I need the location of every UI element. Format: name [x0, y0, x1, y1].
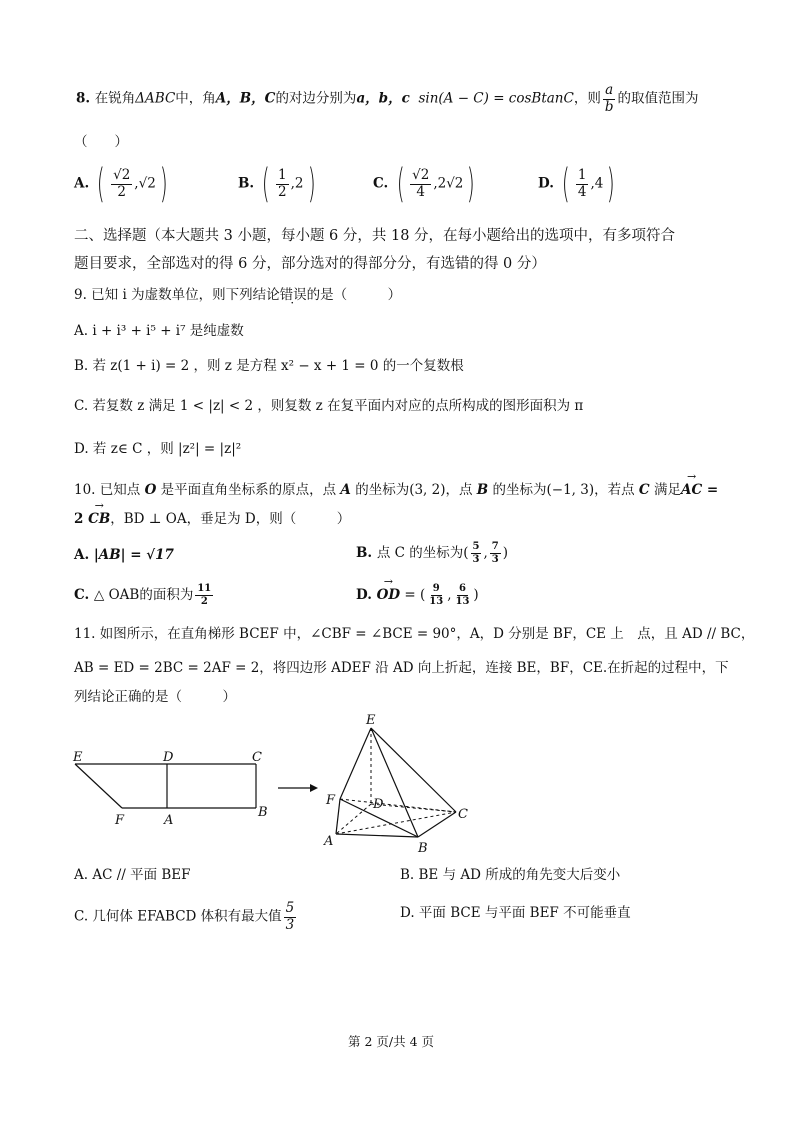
q8-ratio-num: a — [605, 82, 614, 98]
q8-option-c-label: C. — [373, 175, 389, 192]
q10-text-d: 的坐标为(−1, 3)，若点 — [488, 482, 639, 498]
q10-d-label: D. — [356, 587, 377, 603]
q10-b-den2: 3 — [491, 554, 499, 565]
q8-text-d: ，则 — [573, 90, 601, 107]
q8-angles: A，B，C — [215, 90, 276, 107]
q8-option-c[interactable]: C. ( $\frac{√2}{4}$ ,2√2) — [373, 161, 476, 207]
folded-solid — [336, 728, 456, 837]
q8-c-num: √2 — [412, 167, 430, 183]
edge-e-f — [340, 728, 371, 799]
q10-point-b: B — [476, 482, 489, 498]
q9-option-b[interactable]: B. 若 z(1 + i) = 2 ，则 z 是方程 x² − x + 1 = 0 的一个复数根 — [74, 358, 464, 374]
q10-option-c[interactable] — [74, 584, 215, 607]
q8-d-num: 1 — [577, 167, 587, 183]
q10-stem-line2 — [74, 510, 350, 528]
q8-option-b-label: B. — [238, 175, 255, 192]
q8-paren: （ ） — [74, 134, 128, 150]
q10-c-label: C. — [74, 587, 94, 603]
q9-option-a[interactable]: A. i + i³ + i⁵ + i⁷ 是纯虚数 — [74, 323, 244, 339]
edge-e-c — [371, 728, 456, 812]
section2-heading: 二、选择题（本大题共 3 小题，每小题 6 分，共 18 分，在每小题给出的选项中，有多项符合 — [74, 228, 676, 244]
edge-f-a — [336, 799, 340, 834]
q8-text-a: 在锐角 — [94, 90, 136, 107]
q10-a-text: |AB| = √17 — [93, 547, 174, 563]
q8-ratio — [603, 84, 616, 114]
flat-label-a: A — [164, 813, 174, 828]
q8-text-b: 中，角 — [175, 90, 216, 107]
q10-b-text: 点 C 的坐标为( — [376, 545, 469, 561]
q11-option-b[interactable]: B. BE 与 AD 所成的角先变大后变小 — [400, 867, 621, 883]
q11-option-a[interactable]: A. AC // 平面 BEF — [74, 867, 191, 883]
q8-option-b[interactable]: B. ( $\frac{1}{2}$ ,2) — [238, 161, 316, 207]
q8-sides: a，b，c — [356, 90, 410, 107]
q10-c-text: △ OAB的面积为 — [93, 587, 194, 603]
q8-a-den: 2 — [117, 183, 126, 200]
q8-b-num: 1 — [278, 167, 287, 183]
q8-b-rest: ,2 — [290, 175, 304, 192]
q9-option-c[interactable]: C. 若复数 z 满足 1 < |z| < 2 ，则复数 z 在复平面内对应的点所构成的图形面积为 π — [74, 398, 584, 414]
q8-triangle: ΔABC — [135, 90, 176, 107]
q8-ratio-den: b — [604, 98, 614, 115]
flat-label-d: D — [163, 750, 174, 765]
q10-b-den1: 3 — [472, 554, 480, 565]
folded-label-b: B — [418, 841, 428, 856]
flat-trapezoid — [75, 764, 256, 808]
q10-d-den2: 13 — [455, 596, 470, 607]
q11-option-c[interactable] — [74, 902, 298, 932]
q10-option-b[interactable]: B. 点 C 的坐标为( $\frac{5}{3}$ , $\frac{7}{3}$ ) — [356, 541, 509, 565]
q8-number: 8. — [76, 90, 95, 107]
q8-text-c: 的对边分别为 — [275, 90, 357, 107]
q10-option-d[interactable]: D. → OD = ( $\frac{9}{13}$ , $\frac{6}{13}$ ) — [356, 584, 479, 607]
q9-stem-text: 9. 已知 i 为虚数单位，则下列结论 — [74, 287, 280, 303]
q10-option-a[interactable] — [74, 546, 174, 564]
q8-d-rest: ,4 — [590, 175, 604, 192]
q10-vector-cb: → CB — [88, 510, 110, 528]
hidden-a-c — [336, 812, 456, 834]
q8-a-rest: ,√2 — [134, 175, 156, 192]
q8-option-d-label: D. — [538, 175, 554, 192]
q10-d-eq: = ( — [400, 587, 426, 603]
folded-label-c: C — [458, 807, 468, 822]
q8-c-rest: ,2√2 — [433, 175, 464, 192]
q11-c-den: 3 — [285, 916, 295, 933]
q10-text-c: 的坐标为(3, 2)，点 — [350, 482, 477, 498]
q10-c-den: 2 — [200, 596, 208, 607]
q10-b-label: B. — [356, 545, 377, 561]
q10-d-num2: 6 — [458, 583, 466, 594]
q11-stem-line3: 列结论正确的是（ ） — [74, 689, 236, 705]
q11-c-num: 5 — [285, 900, 295, 916]
q11-option-d[interactable]: D. 平面 BCE 与平面 BEF 不可能垂直 — [400, 905, 631, 921]
flat-label-e: E — [73, 750, 83, 765]
q10-point-c: C — [638, 482, 650, 498]
section2-heading-line2: 题目要求，全部选对的得 6 分，部分选对的得部分分，有选错的得 0 分） — [74, 256, 546, 272]
q8-d-den: 4 — [577, 183, 587, 200]
q8-text-e: 的取值范围为 — [617, 90, 699, 107]
q11-c-text: C. 几何体 EFABCD 体积有最大值 — [74, 908, 282, 925]
edge-e-b — [371, 728, 418, 837]
q8-option-a[interactable]: A. ( $\frac{√2}{2}$ ,√2) — [74, 161, 168, 207]
q11-figure — [60, 708, 500, 858]
page-footer: 第 2 页/共 4 页 — [348, 1034, 435, 1049]
q10-b-num1: 5 — [472, 541, 480, 552]
q10-line2-b: ，BD ⊥ OA，垂足为 D，则（ ） — [110, 511, 351, 527]
flat-label-f: F — [115, 813, 125, 828]
q9-stem — [74, 286, 401, 304]
q10-text-a: 10. 已知点 — [74, 482, 145, 498]
q10-stem-line1 — [74, 481, 718, 499]
q10-line2-a: 2 — [74, 511, 89, 527]
folded-label-f: F — [326, 793, 336, 808]
edge-a-b — [336, 834, 418, 837]
folded-hidden-edges — [336, 728, 456, 834]
folded-label-e: E — [366, 713, 376, 728]
flat-label-c: C — [252, 750, 262, 765]
q10-d-den1: 13 — [429, 596, 444, 607]
q8-option-d[interactable]: D. ( $\frac{1}{4}$ ,4) — [538, 161, 616, 207]
q10-d-vector: → OD — [377, 586, 400, 604]
q10-c-num: 11 — [197, 583, 212, 594]
q8-b-den: 2 — [278, 183, 287, 200]
q10-a-label: A. — [74, 547, 94, 563]
q8-condition: sin(A − C) = cosBtanC — [418, 90, 574, 107]
q10-point-a: A — [340, 482, 351, 498]
q9-stem-end: 的是（ ） — [306, 287, 402, 303]
flat-label-b: B — [258, 805, 268, 820]
q10-eq: = — [702, 482, 719, 498]
q10-text-b: 是平面直角坐标系的原点，点 — [156, 482, 341, 498]
q10-point-o: O — [144, 482, 157, 498]
q11-stem-line1: 11. 如图所示，在直角梯形 BCEF 中，∠CBF = ∠BCE = 90°，A，D 分别是 BF，CE 上 点，且 AD // BC， — [74, 626, 755, 642]
q9-option-d[interactable]: D. 若 z∈ C ，则 |z²| = |z|² — [74, 441, 242, 457]
q9-emph: 错误 — [279, 287, 307, 303]
edge-ef — [75, 764, 122, 808]
q10-vector-ac: → AC — [681, 481, 702, 499]
q11-stem-line2: AB = ED = 2BC = 2AF = 2，将四边形 ADEF 沿 AD 向上折起，连接 BE，BF，CE.在折起的过程中，下 — [74, 660, 729, 676]
fold-arrow — [278, 784, 318, 792]
q8-a-num: √2 — [113, 167, 131, 183]
folded-label-d: D — [373, 797, 384, 812]
q10-b-num2: 7 — [491, 541, 499, 552]
q10-text-e: 满足 — [649, 482, 681, 498]
hidden-d-a — [336, 804, 371, 834]
q8-option-a-label: A. — [74, 175, 90, 192]
q8-c-den: 4 — [416, 183, 426, 200]
q10-d-num1: 9 — [432, 583, 440, 594]
q8-stem — [76, 84, 699, 114]
folded-label-a: A — [324, 834, 334, 849]
